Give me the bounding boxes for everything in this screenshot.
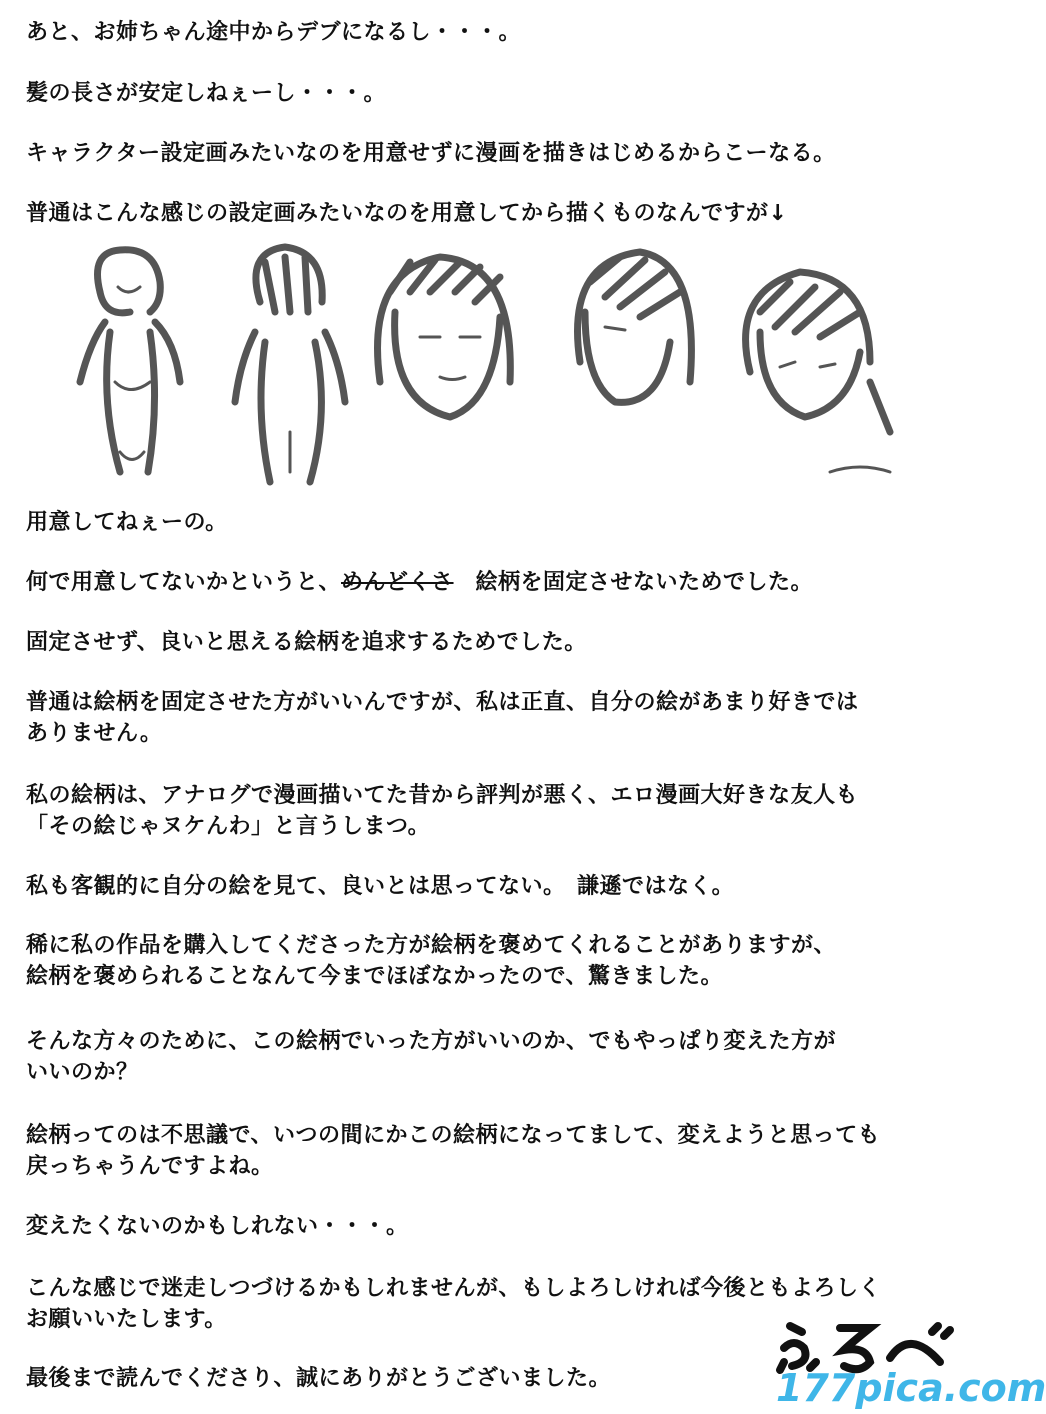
character-design-sketches (60, 232, 940, 492)
text-line: 用意してねぇーの。 (26, 510, 228, 535)
text-line: お願いいたします。 (26, 1307, 227, 1332)
text-line: 変えたくないのかもしれない・・・。 (26, 1214, 409, 1239)
text-line: 普通は絵柄を固定させた方がいいんですが、私は正直、自分の絵があまり好きでは (26, 690, 859, 715)
text-line: 「その絵じゃヌケんわ」と言うしまつ。 (26, 814, 431, 839)
text-line: 固定させず、良いと思える絵柄を追求するためでした。 (26, 630, 587, 655)
text-line: あと、お姉ちゃん途中からデブになるし・・・。 (26, 20, 522, 45)
text-line: 普通はこんな感じの設定画みたいなのを用意してから描くものなんですが↓ (26, 201, 788, 226)
text-segment: 何で用意してないかというと、 (26, 570, 342, 595)
text-line: 絵柄を褒められることなんて今までほぼなかったので、驚きました。 (26, 964, 724, 989)
sketch-face-three-quarter (746, 272, 890, 472)
text-line: 私の絵柄は、アナログで漫画描いてた昔から評判が悪く、エロ漫画大好きな友人も (26, 783, 859, 808)
text-line: 私も客観的に自分の絵を見て、良いとは思ってない。 謙遜ではなく。 (26, 874, 735, 899)
watermark: 177pica.com (776, 1366, 1046, 1410)
sketch-face-side (578, 252, 692, 402)
text-line: 絵柄ってのは不思議で、いつの間にかこの絵柄になってまして、変えようと思っても (26, 1123, 881, 1148)
text-line: 稀に私の作品を購入してくださった方が絵柄を褒めてくれることがありますが、 (26, 933, 837, 958)
text-segment: 絵柄を固定させないためでした。 (475, 570, 814, 595)
struck-text: めんどくさ (341, 570, 454, 595)
text-line: 最後まで読んでくださり、誠にありがとうございました。 (26, 1366, 612, 1391)
text-line: ありません。 (26, 721, 163, 746)
text-line (26, 568, 813, 598)
text-line: こんな感じで迷走しつづけるかもしれませんが、もしよろしければ今後ともよろしく (26, 1276, 882, 1301)
text-line: そんな方々のために、この絵柄でいった方がいいのか、でもやっぱり変えた方が (26, 1029, 837, 1054)
text-line: 髪の長さが安定しねぇーし・・・。 (26, 81, 387, 106)
sketch-figures (60, 232, 940, 492)
sketch-front-body (80, 250, 180, 472)
text-line: 戻っちゃうんですよね。 (26, 1154, 274, 1179)
sketch-face-front (378, 257, 511, 417)
text-line: いいのか？ (26, 1060, 139, 1085)
sketch-back-body (235, 247, 345, 482)
text-line: キャラクター設定画みたいなのを用意せずに漫画を描きはじめるからこーなる。 (26, 141, 836, 166)
